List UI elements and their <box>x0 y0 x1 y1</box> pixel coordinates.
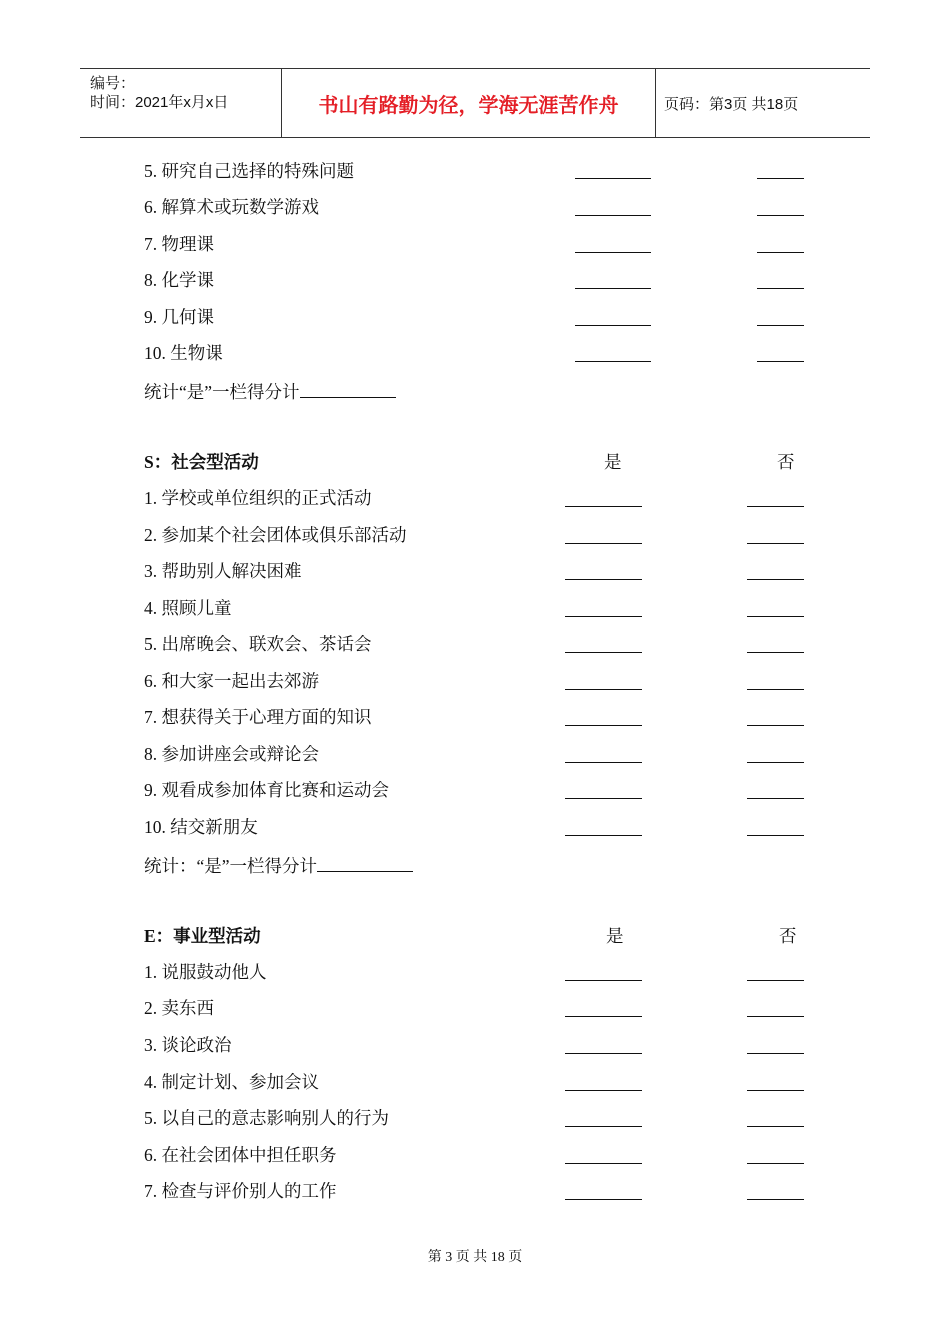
no-answer-blank[interactable] <box>747 798 804 799</box>
yes-answer-blank[interactable] <box>565 1126 642 1127</box>
yes-column-header: 是 <box>606 926 624 946</box>
score-blank[interactable] <box>317 853 413 872</box>
question-item: 1. 学校或单位组织的正式活动 <box>144 488 372 508</box>
page-info-text: 页码：第3页 共18页 <box>664 95 799 113</box>
no-answer-blank[interactable] <box>757 178 804 179</box>
yes-answer-blank[interactable] <box>565 689 642 690</box>
yes-answer-blank[interactable] <box>565 579 642 580</box>
yes-answer-blank[interactable] <box>565 725 642 726</box>
no-answer-blank[interactable] <box>747 980 804 981</box>
question-item: 2. 参加某个社会团体或俱乐部活动 <box>144 525 407 545</box>
yes-answer-blank[interactable] <box>565 1016 642 1017</box>
score-summary-label: 统计“是”一栏得分计 <box>144 382 300 402</box>
no-answer-blank[interactable] <box>747 725 804 726</box>
question-item: 7. 检查与评价别人的工作 <box>144 1181 337 1201</box>
question-item: 10. 生物课 <box>144 343 223 363</box>
question-item: 8. 参加讲座会或辩论会 <box>144 744 319 764</box>
page-footer: 第 3 页 共 18 页 <box>427 1250 523 1265</box>
no-answer-blank[interactable] <box>747 762 804 763</box>
score-summary <box>144 853 413 877</box>
no-answer-blank[interactable] <box>747 506 804 507</box>
question-item: 1. 说服鼓动他人 <box>144 962 267 982</box>
no-answer-blank[interactable] <box>747 579 804 580</box>
no-answer-blank[interactable] <box>747 1126 804 1127</box>
yes-answer-blank[interactable] <box>575 252 651 253</box>
no-answer-blank[interactable] <box>747 1053 804 1054</box>
question-item: 3. 谈论政治 <box>144 1035 232 1055</box>
yes-answer-blank[interactable] <box>575 288 651 289</box>
header-meta <box>80 69 281 137</box>
question-item: 6. 解算术或玩数学游戏 <box>144 197 319 217</box>
question-item: 9. 几何课 <box>144 307 214 327</box>
page-header <box>80 68 870 138</box>
no-column-header: 否 <box>779 926 797 946</box>
question-item: 4. 照顾儿童 <box>144 598 232 618</box>
yes-answer-blank[interactable] <box>565 1163 642 1164</box>
question-item: 5. 研究自己选择的特殊问题 <box>144 161 354 181</box>
yes-answer-blank[interactable] <box>575 325 651 326</box>
no-answer-blank[interactable] <box>757 325 804 326</box>
yes-answer-blank[interactable] <box>565 1199 642 1200</box>
score-blank[interactable] <box>300 379 396 398</box>
yes-answer-blank[interactable] <box>565 1090 642 1091</box>
question-item: 5. 以自己的意志影响别人的行为 <box>144 1108 389 1128</box>
question-item: 7. 物理课 <box>144 234 214 254</box>
yes-column-header: 是 <box>604 452 622 472</box>
yes-answer-blank[interactable] <box>565 1053 642 1054</box>
yes-answer-blank[interactable] <box>565 762 642 763</box>
yes-answer-blank[interactable] <box>565 506 642 507</box>
no-answer-blank[interactable] <box>747 689 804 690</box>
no-answer-blank[interactable] <box>747 652 804 653</box>
no-column-header: 否 <box>777 452 795 472</box>
question-item: 3. 帮助别人解决困难 <box>144 561 302 581</box>
question-item: 5. 出席晚会、联欢会、茶话会 <box>144 634 372 654</box>
no-answer-blank[interactable] <box>757 361 804 362</box>
question-item: 4. 制定计划、参加会议 <box>144 1072 319 1092</box>
question-item: 2. 卖东西 <box>144 998 214 1018</box>
yes-answer-blank[interactable] <box>575 361 651 362</box>
question-item: 10. 结交新朋友 <box>144 817 258 837</box>
yes-answer-blank[interactable] <box>565 652 642 653</box>
header-motto: 书山有路勤为径，学海无涯苦作舟 <box>281 69 656 137</box>
question-item: 9. 观看成参加体育比赛和运动会 <box>144 780 389 800</box>
no-answer-blank[interactable] <box>757 215 804 216</box>
no-answer-blank[interactable] <box>747 1199 804 1200</box>
yes-answer-blank[interactable] <box>565 980 642 981</box>
header-page-info <box>655 69 870 137</box>
code-label: 编号： <box>90 75 136 92</box>
yes-answer-blank[interactable] <box>565 798 642 799</box>
section-title: S：社会型活动 <box>144 452 259 472</box>
question-item: 7. 想获得关于心理方面的知识 <box>144 707 372 727</box>
no-answer-blank[interactable] <box>747 1016 804 1017</box>
no-answer-blank[interactable] <box>747 543 804 544</box>
yes-answer-blank[interactable] <box>575 178 651 179</box>
section-title: E：事业型活动 <box>144 926 261 946</box>
question-item: 8. 化学课 <box>144 270 214 290</box>
no-answer-blank[interactable] <box>757 288 804 289</box>
yes-answer-blank[interactable] <box>565 835 642 836</box>
score-summary-label: 统计：“是”一栏得分计 <box>144 856 318 876</box>
time-label: 时间：2021年x月x日 <box>90 94 229 111</box>
question-item: 6. 和大家一起出去郊游 <box>144 671 319 691</box>
no-answer-blank[interactable] <box>747 1090 804 1091</box>
no-answer-blank[interactable] <box>747 835 804 836</box>
no-answer-blank[interactable] <box>747 1163 804 1164</box>
question-item: 6. 在社会团体中担任职务 <box>144 1145 337 1165</box>
no-answer-blank[interactable] <box>757 252 804 253</box>
yes-answer-blank[interactable] <box>565 616 642 617</box>
no-answer-blank[interactable] <box>747 616 804 617</box>
yes-answer-blank[interactable] <box>575 215 651 216</box>
yes-answer-blank[interactable] <box>565 543 642 544</box>
score-summary <box>144 379 396 403</box>
